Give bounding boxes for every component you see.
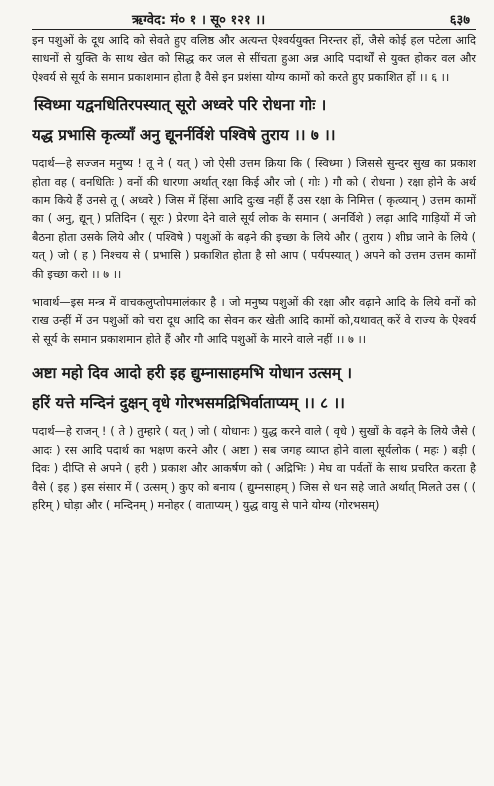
mantra-8-line-1: अष्टा महो दिव आदो हरी इह द्युम्नासाहमभि योधान उत्सम् । [32,364,352,383]
padarth-8-paragraph: पदार्थ—हे राजन् ! ( ते ) तुम्हारे ( यत् ) जो ( योधानः ) युद्ध करने वाले ( वृधे ) सुखों के वढ़ने के लिये जैसे ( आदः ) रस आदि पदार्थ का भक्षण करने और ( अष्टा ) सब जगह व्याप्त होने वाला सूर्यलोक ( महः ) बड़ी ( दिवः ) दीप्ति से अपने ( हरी ) प्रकाश और आकर्षण को ( अद्रिभिः ) मेघ वा पर्वतों के साथ प्रचरित करता है वैसे ( इह ) इस संसार में ( उत्सम् ) कुए को बनाय ( द्युम्नसाहम् ) जिस से धन सहे जाते अर्थात् मिलते उस ( ( हरिम् ) घोड़ा और ( मन्दिनम् ) मनोहर ( वाताप्यम् ) युद्ध वायु से पाने योग्य (गोरभसम्) [32,425,476,512]
page-number: ६३७ [449,13,470,28]
page-header [32,4,476,32]
mantra-7-line-1: स्विध्मा यद्वनधितिरपस्यात् सूरो अध्वरे परि रोधना गोः । [34,96,327,115]
mantra-8-line-2: हरिं यत्ते मन्दिनं दुक्षन् वृधे गोरभसमद्रिभिर्वाताप्यम् ।। ८ ।। [32,394,345,413]
bhavarth-7-paragraph: भावार्थ—इस मन्त्र में वाचकलुप्तोपमालंकार है । जो मनुष्य पशुओं की रक्षा और वढ़ाने आदि के लिये वनों को राख उन्हीं में उन पशुओं को चरा दूध आदि का सेवन कर खेती आदि कामों को,यथावत् करें वे राज्य के ऐश्वर्य से सूर्य के समान प्रकाशमान होते हैं और गौ आदि पशुओं के मारने वाले नहीं ।। ७ ।। [32,296,476,346]
previous-bhavarth-paragraph: इन पशुओं के दूध आदि को सेवते हुए वलिष्ठ और अत्यन्त ऐश्वर्ययुक्त निरन्तर हों, जैसे कोई हल पटेला आदि साधनों से युक्ति के साथ खेत को सिद्ध कर जल से सींचता हुआ अन्न आदि पदार्थों से युक्त होकर वल और ऐश्वर्य से सूर्य के समान प्रकाशमान होता है वैसे इन प्रशंसा योग्य कामों को करते हुए प्रकाशित हों ।। ६ ।। [32,34,476,84]
header-rule [32,29,476,30]
running-title: ऋग्वेद: मं० १ । सू० १२१ ।। [132,13,266,28]
padarth-7-paragraph: पदार्थ—हे सज्जन मनुष्य ! तू ने ( यत् ) जो ऐसी उत्तम क्रिया कि ( स्विध्मा ) जिससे सुन्दर सुख का प्रकाश होता वह ( वनधितिः ) वनों की धारणा अर्थात् रक्षा किई और जो ( गोः ) गौ को ( रोधना ) रक्षा होने के अर्थ काम किये हैं उनसे तू ( अध्वरे ) जिस में हिंसा आदि दुःख नहीं हैं उस रक्षा के निमित्त ( कृत्व्यान् ) उत्तम कामों का ( अनु, द्यून् ) प्रतिदिन ( सूरः ) प्रेरणा देने वाले सूर्य लोक के समान ( अनर्विशे ) लढ़ा आदि गाड़ियों में जो बैठना होता उसके लिये और ( पश्विषे ) पशुओं के बढ़ने की इच्छा के लिये और ( तुराय ) शीघ्र जाने के लिये ( यत् ) जो ( ह ) निश्चय से ( प्रभासि ) प्रकाशित होता है सो आप ( पर्यपस्यात् ) अपने को उत्तम उत्तम कामों की इच्छा करो ।। ७ ।। [32,157,476,281]
mantra-7-line-2: यद्ध प्रभासि कृत्व्याँ अनु द्यूनर्नर्विशे पश्विषे तुराय ।। ७ ।। [32,126,336,145]
